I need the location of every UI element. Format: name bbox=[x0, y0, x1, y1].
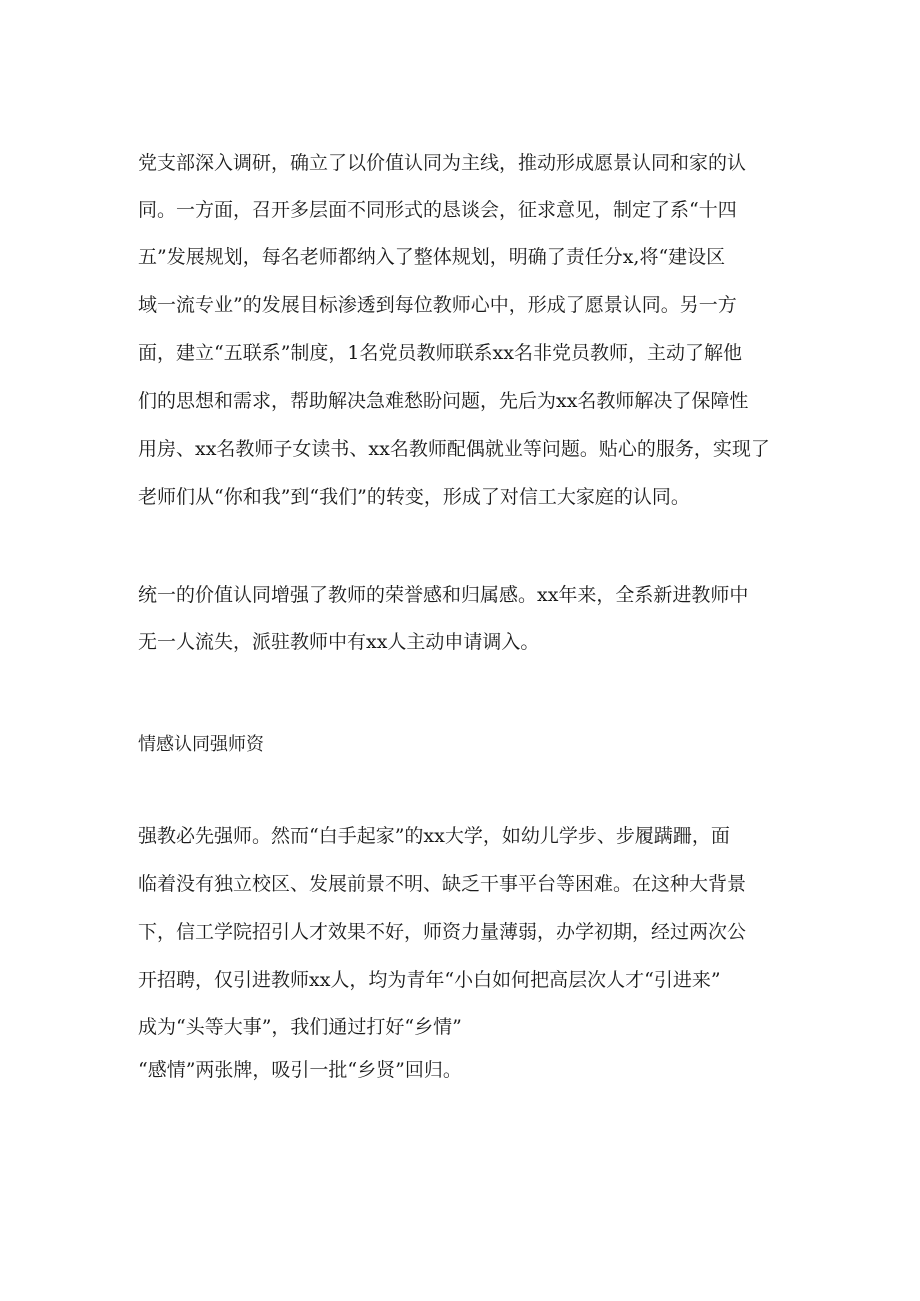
paragraph-2-line-1: 统一的价值认同增强了教师的荣誉感和归属感。xx年来，全系新进教师中 bbox=[138, 584, 749, 606]
paragraph-1-line-4: 域一流专业”的发展目标渗透到每位教师心中，形成了愿景认同。另一方 bbox=[138, 294, 737, 316]
paragraph-1-line-1: 党支部深入调研，确立了以价值认同为主线，推动形成愿景认同和家的认 bbox=[138, 152, 747, 174]
paragraph-3-line-4: 开招聘，仅引进教师xx人，均为青年“小白如何把高层次人才“引进来” bbox=[138, 969, 721, 991]
paragraph-1-line-2: 同。一方面，召开多层面不同形式的恳谈会，征求意见，制定了系“十四 bbox=[138, 199, 737, 221]
paragraph-3-line-6: “感情”两张牌，吸引一批“乡贤”回归。 bbox=[138, 1059, 462, 1081]
paragraph-3-line-3: 下，信工学院招引人才效果不好，师资力量薄弱，办学初期，经过两次公 bbox=[138, 921, 747, 943]
paragraph-1-line-7: 用房、xx名教师子女读书、xx名教师配偶就业等问题。贴心的服务，实现了 bbox=[138, 438, 770, 460]
paragraph-3-line-2: 临着没有独立校区、发展前景不明、缺乏干事平台等困难。在这种大背景 bbox=[138, 873, 747, 895]
paragraph-1-line-6: 们的思想和需求，帮助解决急难愁盼问题，先后为xx名教师解决了保障性 bbox=[138, 390, 749, 412]
section-heading: 情感认同强师资 bbox=[138, 734, 264, 755]
paragraph-3-line-1: 强教必先强师。然而“白手起家”的xx大学，如幼儿学步、步履蹒跚，面 bbox=[138, 825, 730, 847]
paragraph-2-line-2: 无一人流失，派驻教师中有xx人主动申请调入。 bbox=[138, 631, 540, 653]
paragraph-1-line-8: 老师们从“你和我”到“我们”的转变，形成了对信工大家庭的认同。 bbox=[138, 486, 690, 508]
paragraph-1-line-5: 面，建立“五联系”制度，1名党员教师联系xx名非党员教师，主动了解他 bbox=[138, 342, 742, 364]
paragraph-1-line-3: 五”发展规划，每名老师都纳入了整体规划，明确了责任分x,将“建设区 bbox=[138, 246, 726, 268]
paragraph-3-line-5: 成为“头等大事”，我们通过打好“乡情” bbox=[138, 1016, 462, 1038]
